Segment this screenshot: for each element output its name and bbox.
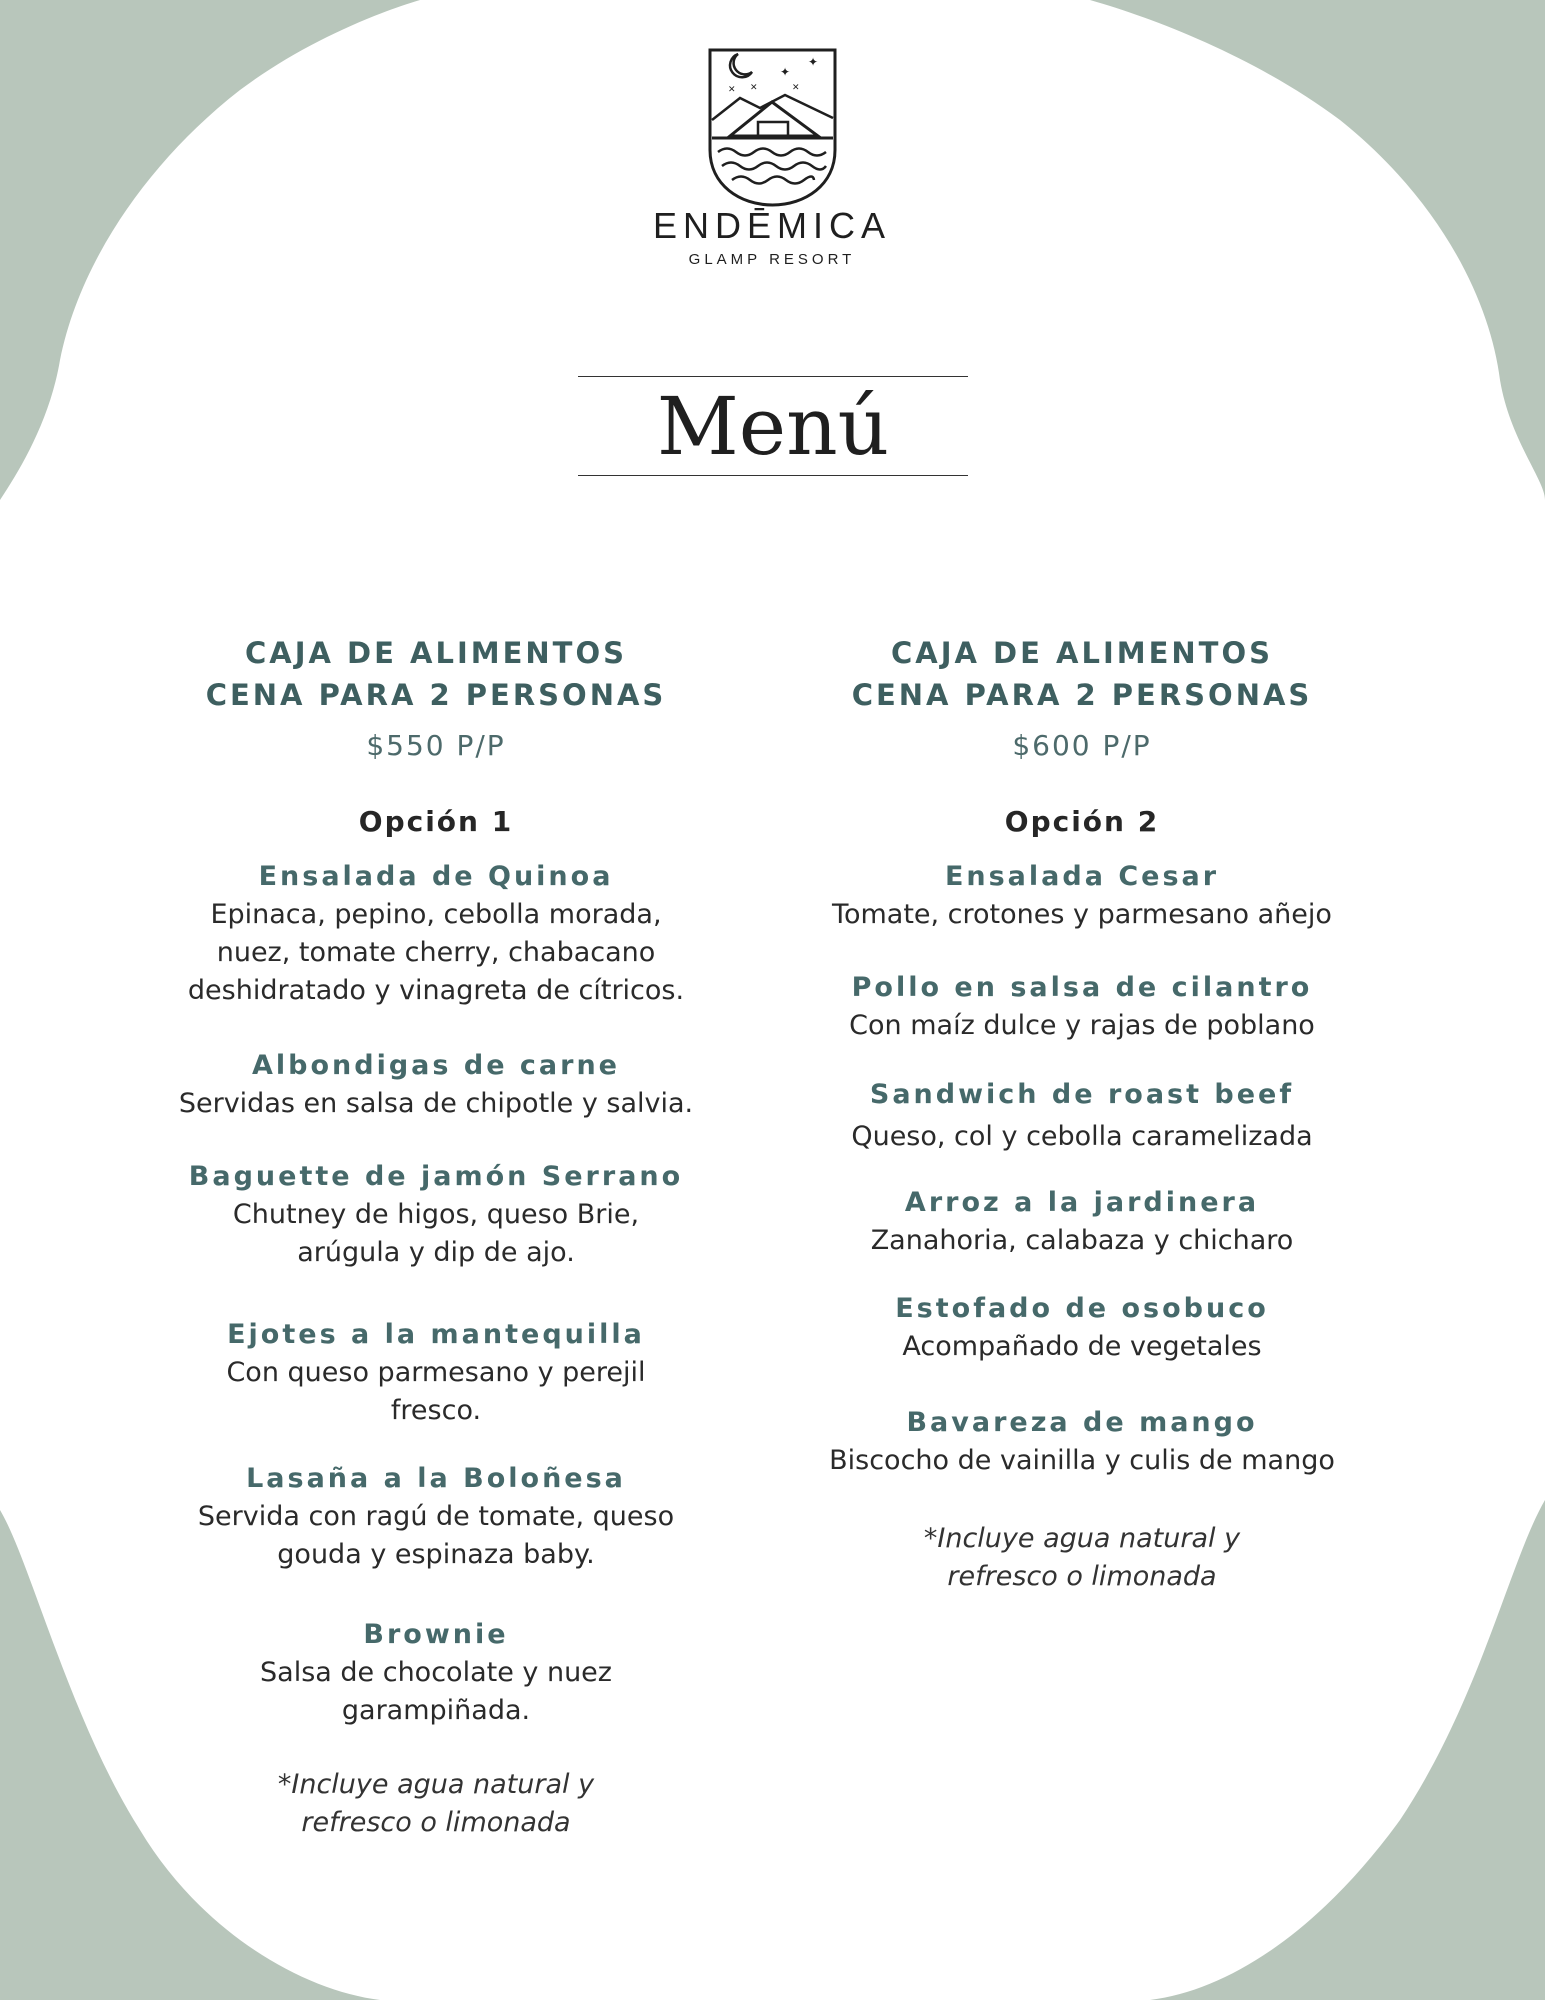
menu-item [126,1158,746,1272]
page-title: Menú [656,380,890,473]
note-line: refresco o limonada [947,1561,1217,1592]
price: $600 P/P [1012,729,1152,762]
note-line: refresco o limonada [301,1807,571,1838]
menu-item [772,1076,1392,1156]
item-name: Ensalada Cesar [944,861,1220,892]
item-desc: Salsa de chocolate y nuez [260,1657,612,1688]
svg-text:✕: ✕ [728,85,736,95]
item-name: Sandwich de roast beef [869,1079,1295,1110]
item-name: Lasaña a la Boloñesa [246,1463,626,1494]
menu-item [772,858,1392,934]
beverage-note [772,1520,1392,1596]
item-name: Ensalada de Quinoa [258,861,614,892]
item-desc: Queso, col y cebolla caramelizada [851,1121,1313,1152]
svg-text:✦: ✦ [808,55,819,69]
item-desc: deshidratado y vinagreta de cítricos. [187,975,685,1006]
item-desc: nuez, tomate cherry, chabacano [216,937,656,968]
item-desc: Zanahoria, calabaza y chicharo [870,1225,1294,1256]
menu-item [772,1290,1392,1366]
resort-logo-emblem [700,40,845,210]
title-rule-top [578,376,968,377]
item-name: Ejotes a la mantequilla [227,1319,645,1350]
item-name: Baguette de jamón Serrano [188,1161,684,1192]
item-desc: Chutney de higos, queso Brie, [232,1199,640,1230]
item-name: Bavareza de mango [906,1407,1258,1438]
menu-column-option-1 [126,632,746,1838]
menu-item [126,1316,746,1430]
svg-text:✦: ✦ [780,65,791,79]
menu-item [772,1184,1392,1260]
item-desc: fresco. [390,1395,482,1426]
box-title-line2: CENA PARA 2 PERSONAS [205,678,667,712]
box-title-line1: CAJA DE ALIMENTOS [890,636,1273,670]
menu-item [126,1616,746,1730]
menu-item [126,1047,746,1123]
item-desc: arúgula y dip de ajo. [297,1237,575,1268]
note-line: *Incluye agua natural y [277,1769,595,1800]
title-rule-bottom [578,475,968,476]
svg-text:✕: ✕ [750,83,758,93]
menu-column-option-2 [772,632,1392,1592]
item-desc: Tomate, crotones y parmesano añejo [832,899,1332,930]
brand-subtitle: GLAMP RESORT [688,251,856,268]
item-desc: Acompañado de vegetales [902,1331,1262,1362]
item-name: Arroz a la jardinera [904,1187,1260,1218]
option-label: Opción 2 [1004,805,1160,838]
item-desc: Biscocho de vainilla y culis de mango [829,1445,1335,1476]
beverage-note [126,1766,746,1842]
menu-item [772,969,1392,1045]
item-desc: Epinaca, pepino, cebolla morada, [210,899,662,930]
option-label: Opción 1 [358,805,514,838]
menu-item [126,1460,746,1574]
price: $550 P/P [366,729,506,762]
box-title-line2: CENA PARA 2 PERSONAS [851,678,1313,712]
item-name: Pollo en salsa de cilantro [851,972,1313,1003]
note-line: *Incluye agua natural y [923,1523,1241,1554]
item-name: Estofado de osobuco [895,1293,1269,1324]
menu-item [126,858,746,1010]
item-name: Albondigas de carne [252,1050,620,1081]
item-name: Brownie [363,1619,509,1650]
item-desc: Con queso parmesano y perejil [226,1357,646,1388]
item-desc: Con maíz dulce y rajas de poblano [849,1010,1315,1041]
item-desc: gouda y espinaza baby. [277,1539,595,1570]
brand-name: ENDĒMICA [652,205,892,246]
menu-item [772,1404,1392,1480]
box-title-line1: CAJA DE ALIMENTOS [244,636,627,670]
item-desc: Servidas en salsa de chipotle y salvia. [178,1088,694,1119]
svg-text:✕: ✕ [792,83,800,93]
item-desc: garampiñada. [341,1695,531,1726]
item-desc: Servida con ragú de tomate, queso [197,1501,675,1532]
